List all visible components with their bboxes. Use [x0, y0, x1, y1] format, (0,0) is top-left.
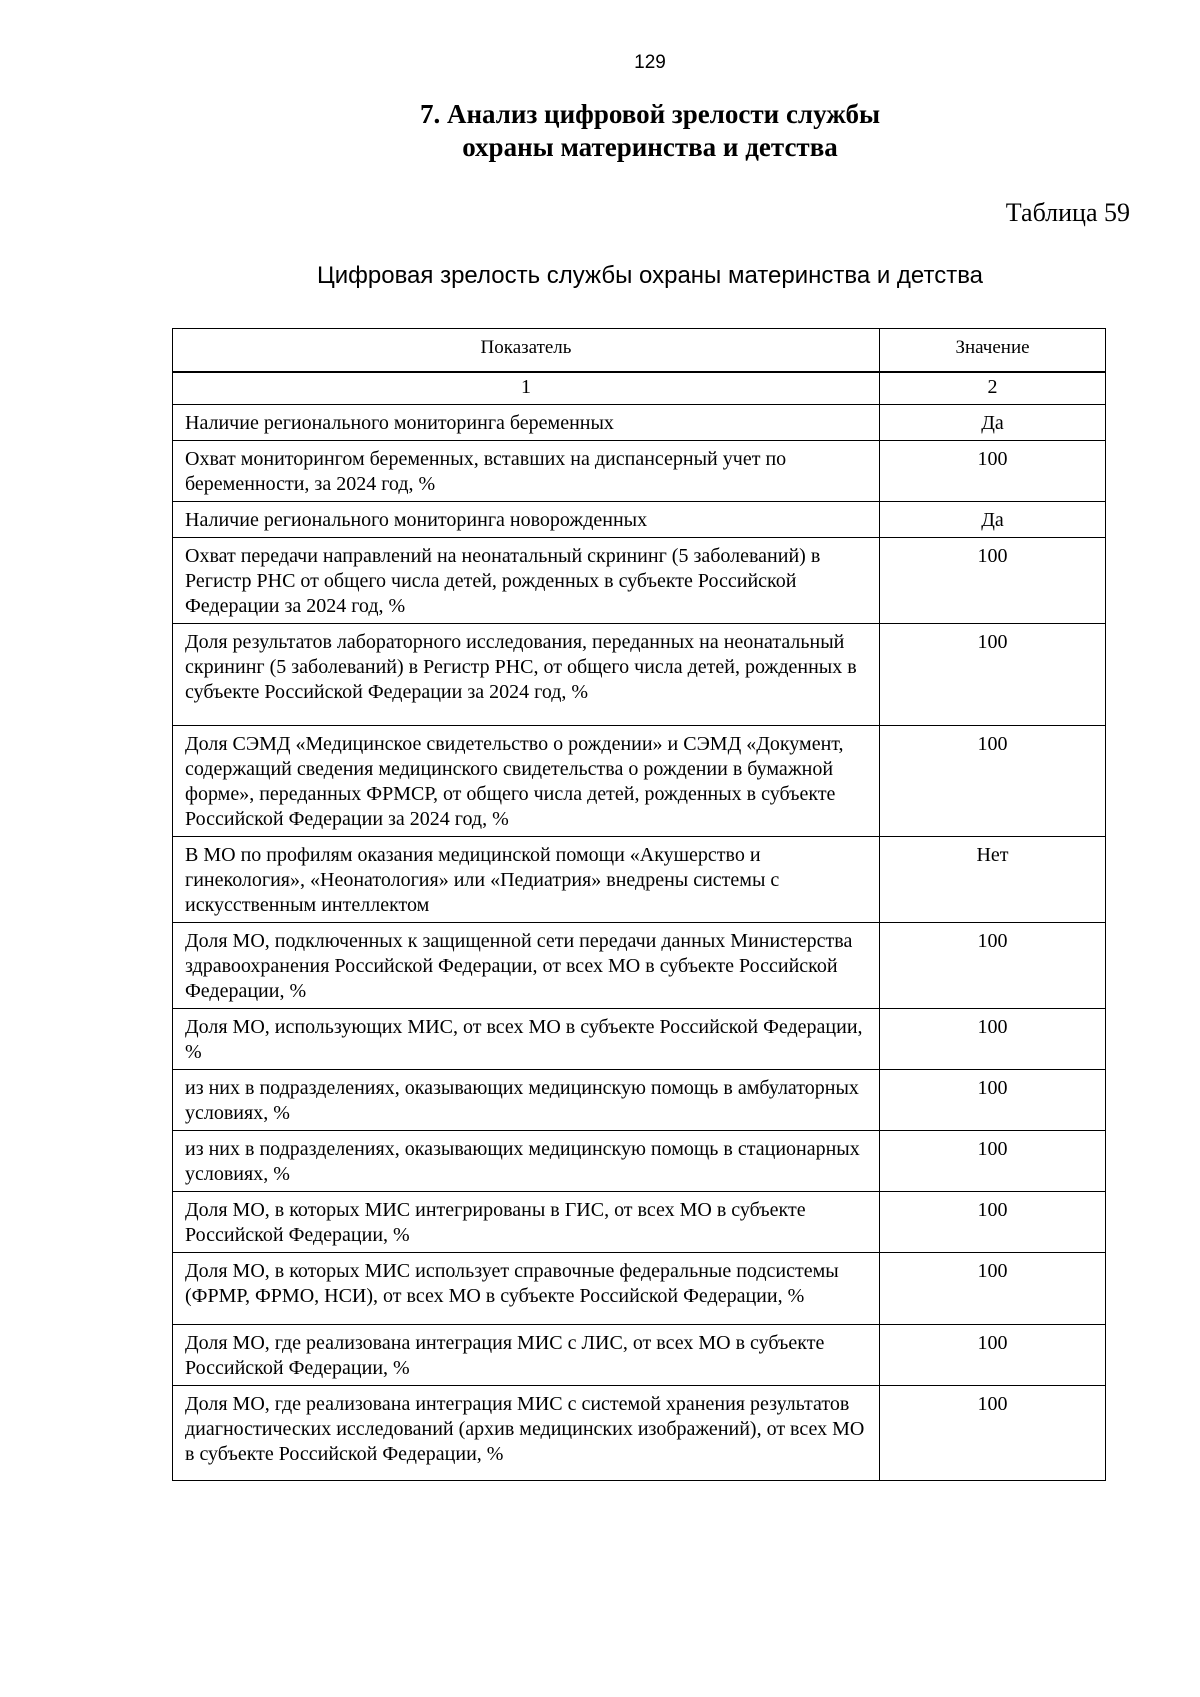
table-row	[173, 1009, 1106, 1070]
indicator-cell: Доля МО, где реализована интеграция МИС с ЛИС, от всех МО в субъекте Российской Федерации, %	[173, 1325, 880, 1386]
indicator-cell: Доля МО, в которых МИС интегрированы в ГИС, от всех МО в субъекте Российской Федерации, %	[173, 1192, 880, 1253]
table-row	[173, 538, 1106, 624]
value-cell: 100	[880, 538, 1106, 624]
section-heading-line2: охраны материнства и детства	[462, 132, 838, 162]
indicator-cell: Наличие регионального мониторинга новорожденных	[173, 502, 880, 538]
table-row	[173, 502, 1106, 538]
value-cell: 100	[880, 1192, 1106, 1253]
table-row	[173, 1070, 1106, 1131]
value-cell: 100	[880, 1131, 1106, 1192]
page-number: 129	[634, 52, 666, 73]
value-cell: 100	[880, 726, 1106, 837]
value-cell: 100	[880, 1009, 1106, 1070]
indicator-cell: Доля результатов лабораторного исследования, переданных на неонатальный скрининг (5 заболеваний) в Регистр РНС, от общего числа детей, рожденных в субъекте Российской Федерации за 2024 год, %	[173, 624, 880, 726]
value-cell: 100	[880, 624, 1106, 726]
value-cell: 100	[880, 1325, 1106, 1386]
table-row	[173, 1386, 1106, 1481]
indicator-cell: из них в подразделениях, оказывающих медицинскую помощь в стационарных условиях, %	[173, 1131, 880, 1192]
table-header	[172, 328, 1106, 372]
table-row	[173, 837, 1106, 923]
column-number-row	[173, 373, 1106, 405]
header-indicator: Показатель	[173, 329, 880, 372]
section-heading	[0, 98, 1200, 164]
indicator-cell: Охват передачи направлений на неонатальный скрининг (5 заболеваний) в Регистр РНС от общего числа детей, рожденных в субъекте Российской Федерации за 2024 год, %	[173, 538, 880, 624]
indicator-cell: из них в подразделениях, оказывающих медицинскую помощь в амбулаторных условиях, %	[173, 1070, 880, 1131]
value-cell: 100	[880, 1253, 1106, 1325]
indicator-cell: Наличие регионального мониторинга беременных	[173, 405, 880, 441]
indicator-cell: Доля МО, в которых МИС использует справочные федеральные подсистемы (ФРМР, ФРМО, НСИ), от всех МО в субъекте Российской Федерации, %	[173, 1253, 880, 1325]
table-row	[173, 405, 1106, 441]
table-row	[173, 1325, 1106, 1386]
table-row	[173, 624, 1106, 726]
value-cell: 100	[880, 441, 1106, 502]
indicator-cell: Доля МО, использующих МИС, от всех МО в субъекте Российской Федерации, %	[173, 1009, 880, 1070]
table-title: Цифровая зрелость службы охраны материнства и детства	[316, 262, 984, 289]
indicator-cell: Доля МО, подключенных к защищенной сети передачи данных Министерства здравоохранения Российской Федерации, от всех МО в субъекте Российской Федерации, %	[173, 923, 880, 1009]
column-number-2: 2	[880, 373, 1106, 405]
value-cell: 100	[880, 1386, 1106, 1481]
column-number-1: 1	[173, 373, 880, 405]
value-cell: 100	[880, 923, 1106, 1009]
table-row	[173, 441, 1106, 502]
indicator-cell: В МО по профилям оказания медицинской помощи «Акушерство и гинекология», «Неонатология» или «Педиатрия» внедрены системы с искусственным интеллектом	[173, 837, 880, 923]
indicator-cell: Доля СЭМД «Медицинское свидетельство о рождении» и СЭМД «Документ, содержащий сведения медицинского свидетельства о рождении в бумажной форме», переданных ФРМСР, от общего числа детей, рожденных в субъекте Российской Федерации за 2024 год, %	[173, 726, 880, 837]
table-row	[173, 1253, 1106, 1325]
table-row	[173, 726, 1106, 837]
section-heading-line1: 7. Анализ цифровой зрелости службы	[419, 99, 881, 129]
value-cell: Нет	[880, 837, 1106, 923]
data-table	[172, 372, 1106, 1481]
table-number: Таблица 59	[1005, 198, 1130, 227]
table-row	[173, 1131, 1106, 1192]
table-row	[173, 1192, 1106, 1253]
value-cell: Да	[880, 405, 1106, 441]
header-value: Значение	[880, 329, 1106, 372]
indicator-cell: Доля МО, где реализована интеграция МИС с системой хранения результатов диагностических исследований (архив медицинских изображений), от всех МО в субъекте Российской Федерации, %	[173, 1386, 880, 1481]
value-cell: 100	[880, 1070, 1106, 1131]
table-row	[173, 923, 1106, 1009]
value-cell: Да	[880, 502, 1106, 538]
indicator-cell: Охват мониторингом беременных, вставших на диспансерный учет по беременности, за 2024 год, %	[173, 441, 880, 502]
